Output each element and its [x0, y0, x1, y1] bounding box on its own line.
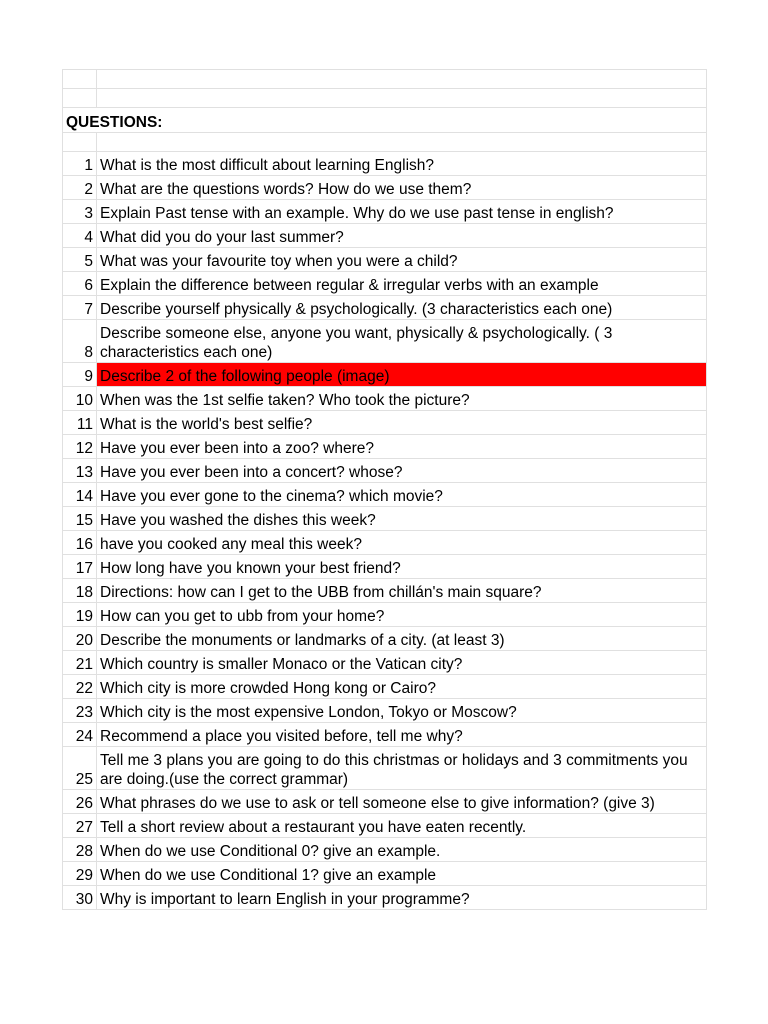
question-row: [63, 699, 707, 723]
question-number[interactable]: 22: [63, 675, 97, 699]
question-number[interactable]: 20: [63, 627, 97, 651]
question-row: [63, 651, 707, 675]
empty-cell[interactable]: [97, 89, 707, 108]
empty-row: [63, 133, 707, 152]
question-text[interactable]: Have you ever been into a zoo? where?: [97, 435, 707, 459]
question-text[interactable]: Tell me 3 plans you are going to do this christmas or holidays and 3 commitments you are doing.(use the correct grammar): [97, 747, 707, 790]
question-row: [63, 603, 707, 627]
question-row: [63, 723, 707, 747]
question-row: [63, 886, 707, 910]
question-row: [63, 507, 707, 531]
question-number[interactable]: 26: [63, 790, 97, 814]
empty-cell[interactable]: [63, 70, 97, 89]
question-row: [63, 176, 707, 200]
question-row: [63, 814, 707, 838]
question-row: [63, 248, 707, 272]
question-number[interactable]: 16: [63, 531, 97, 555]
question-text[interactable]: Which city is more crowded Hong kong or Cairo?: [97, 675, 707, 699]
question-text[interactable]: Which country is smaller Monaco or the Vatican city?: [97, 651, 707, 675]
question-text[interactable]: Explain Past tense with an example. Why do we use past tense in english?: [97, 200, 707, 224]
empty-row: [63, 70, 707, 89]
question-text[interactable]: What was your favourite toy when you were a child?: [97, 248, 707, 272]
question-number[interactable]: 12: [63, 435, 97, 459]
question-number[interactable]: 18: [63, 579, 97, 603]
empty-cell[interactable]: [97, 133, 707, 152]
question-row: [63, 627, 707, 651]
question-row: [63, 320, 707, 363]
question-text[interactable]: Describe someone else, anyone you want, physically & psychologically. ( 3 characteristics each one): [97, 320, 707, 363]
question-text[interactable]: Directions: how can I get to the UBB from chillán's main square?: [97, 579, 707, 603]
question-row: [63, 531, 707, 555]
question-text[interactable]: What is the most difficult about learning English?: [97, 152, 707, 176]
question-number[interactable]: 8: [63, 320, 97, 363]
questions-heading[interactable]: QUESTIONS:: [63, 108, 707, 133]
question-row: [63, 555, 707, 579]
question-row: [63, 862, 707, 886]
question-row: [63, 790, 707, 814]
question-text[interactable]: What are the questions words? How do we use them?: [97, 176, 707, 200]
question-number[interactable]: 14: [63, 483, 97, 507]
header-row: [63, 108, 707, 133]
question-number[interactable]: 1: [63, 152, 97, 176]
question-text[interactable]: What phrases do we use to ask or tell someone else to give information? (give 3): [97, 790, 707, 814]
question-row: [63, 747, 707, 790]
empty-cell[interactable]: [63, 133, 97, 152]
question-number[interactable]: 9: [63, 363, 97, 387]
question-number[interactable]: 28: [63, 838, 97, 862]
question-number[interactable]: 7: [63, 296, 97, 320]
question-text[interactable]: Recommend a place you visited before, tell me why?: [97, 723, 707, 747]
question-number[interactable]: 6: [63, 272, 97, 296]
question-number[interactable]: 24: [63, 723, 97, 747]
question-row: [63, 152, 707, 176]
question-text[interactable]: have you cooked any meal this week?: [97, 531, 707, 555]
question-row: [63, 459, 707, 483]
question-number[interactable]: 29: [63, 862, 97, 886]
question-row: [63, 296, 707, 320]
question-text[interactable]: When do we use Conditional 1? give an example: [97, 862, 707, 886]
question-row: [63, 387, 707, 411]
question-number[interactable]: 13: [63, 459, 97, 483]
question-text[interactable]: What did you do your last summer?: [97, 224, 707, 248]
question-text[interactable]: Have you washed the dishes this week?: [97, 507, 707, 531]
question-number[interactable]: 17: [63, 555, 97, 579]
question-row: [63, 838, 707, 862]
question-text[interactable]: Have you ever been into a concert? whose?: [97, 459, 707, 483]
question-text[interactable]: Describe yourself physically & psychologically. (3 characteristics each one): [97, 296, 707, 320]
question-text[interactable]: Describe the monuments or landmarks of a city. (at least 3): [97, 627, 707, 651]
question-row: [63, 435, 707, 459]
question-number[interactable]: 2: [63, 176, 97, 200]
question-row: [63, 675, 707, 699]
question-text[interactable]: When was the 1st selfie taken? Who took the picture?: [97, 387, 707, 411]
question-number[interactable]: 3: [63, 200, 97, 224]
question-number[interactable]: 4: [63, 224, 97, 248]
question-text[interactable]: What is the world's best selfie?: [97, 411, 707, 435]
question-number[interactable]: 5: [63, 248, 97, 272]
question-text-highlighted[interactable]: Describe 2 of the following people (image): [97, 363, 707, 387]
question-text[interactable]: How long have you known your best friend?: [97, 555, 707, 579]
question-number[interactable]: 23: [63, 699, 97, 723]
question-row: [63, 483, 707, 507]
question-number[interactable]: 19: [63, 603, 97, 627]
question-row-highlighted: [63, 363, 707, 387]
question-text[interactable]: Tell a short review about a restaurant you have eaten recently.: [97, 814, 707, 838]
question-text[interactable]: Why is important to learn English in your programme?: [97, 886, 707, 910]
question-number[interactable]: 11: [63, 411, 97, 435]
question-row: [63, 200, 707, 224]
question-number[interactable]: 27: [63, 814, 97, 838]
question-number[interactable]: 30: [63, 886, 97, 910]
question-row: [63, 411, 707, 435]
question-row: [63, 272, 707, 296]
question-number[interactable]: 25: [63, 747, 97, 790]
question-text[interactable]: How can you get to ubb from your home?: [97, 603, 707, 627]
question-text[interactable]: Have you ever gone to the cinema? which movie?: [97, 483, 707, 507]
question-number[interactable]: 15: [63, 507, 97, 531]
question-row: [63, 224, 707, 248]
spreadsheet-grid: [62, 69, 707, 910]
empty-row: [63, 89, 707, 108]
empty-cell[interactable]: [63, 89, 97, 108]
question-number[interactable]: 10: [63, 387, 97, 411]
empty-cell[interactable]: [97, 70, 707, 89]
question-text[interactable]: When do we use Conditional 0? give an example.: [97, 838, 707, 862]
question-number[interactable]: 21: [63, 651, 97, 675]
question-text[interactable]: Which city is the most expensive London, Tokyo or Moscow?: [97, 699, 707, 723]
question-text[interactable]: Explain the difference between regular & irregular verbs with an example: [97, 272, 707, 296]
question-row: [63, 579, 707, 603]
